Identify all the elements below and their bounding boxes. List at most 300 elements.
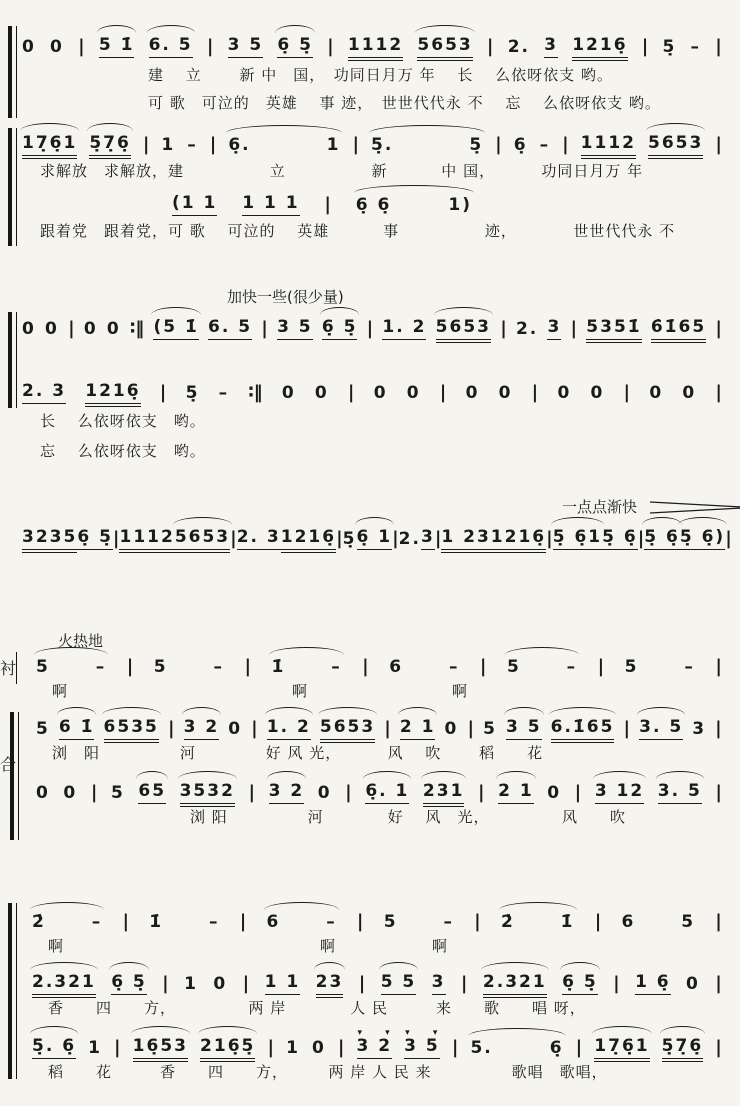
note-group [50, 36, 64, 58]
lyric-verse-1: 求解放 求解放，建 立 新 中 国， 功同日月万 年 [40, 162, 644, 180]
note-group [662, 36, 676, 58]
note-text: 3. 5 [658, 780, 702, 804]
melody-line [22, 132, 722, 156]
barline: | [477, 782, 485, 803]
note-group [356, 194, 472, 216]
note-group [22, 36, 36, 58]
note-text: 1 [161, 135, 176, 155]
note-text: 2.321 [32, 971, 96, 995]
note-text: 3 12 [595, 780, 644, 804]
note-text: 65 [138, 780, 166, 804]
slur-arc [131, 1026, 190, 1034]
barline: | [167, 718, 175, 739]
note-group [228, 718, 242, 740]
barline: | [715, 318, 722, 339]
note-group [312, 1037, 326, 1059]
note-text: 3 [692, 719, 707, 739]
second-voice-line [22, 192, 472, 216]
note-group [59, 716, 95, 740]
note-text: 0 [311, 1038, 326, 1058]
note-text: 3 2 [269, 780, 305, 804]
note-group [644, 526, 680, 550]
note-group [180, 780, 235, 804]
note-text: 5̣. 5̣ [371, 135, 484, 155]
slur-arc [637, 707, 685, 715]
note-text: 0 [45, 319, 59, 339]
barline: | [114, 1037, 121, 1058]
system-4 [22, 496, 732, 550]
slur-arc [109, 962, 149, 970]
he-lyric-2: 稻 花 香 四 方， 两 岸 人 民 来 歌唱 歌唱， [48, 1063, 608, 1081]
system-bracket [16, 652, 17, 684]
note-group [138, 780, 166, 804]
note-text: 5 [483, 719, 497, 739]
note-text: 1112 [119, 526, 174, 550]
barline: | [486, 36, 494, 57]
barline: | [637, 528, 645, 549]
note-text: 2. [515, 319, 539, 339]
barline: | [162, 973, 169, 994]
slur-arc [415, 25, 474, 33]
note-text: 3 [432, 971, 446, 995]
note-text: 5 1̇ [99, 34, 135, 58]
note-group [77, 526, 113, 550]
note-group [315, 382, 329, 404]
system-6 [22, 893, 722, 1083]
note-text: 16̣53 [133, 1035, 188, 1059]
note-group [22, 132, 77, 156]
note-group [421, 526, 435, 550]
note-group [436, 316, 491, 340]
note-group [99, 34, 135, 58]
note-group [343, 528, 357, 550]
note-text: 6̣ 5̣ [322, 316, 358, 340]
note-text: 6̣. 1 [365, 780, 409, 804]
barline: ∶‖ [129, 318, 145, 339]
note-text: (1 1 [172, 192, 217, 216]
note-text: 1. 2 [382, 316, 426, 340]
note-text: 1216̣ [85, 380, 140, 404]
note-group [562, 971, 598, 995]
note-text: 5 – [624, 657, 695, 677]
melody-line [22, 34, 722, 58]
lyric-verse-1: 建 立 新 中 国， 功同日月万 年 长 么依呀依支 哟。 [148, 66, 613, 84]
note-text: 6.1̇65 [551, 716, 615, 740]
note-group [89, 132, 131, 156]
barline: | [546, 528, 553, 549]
note-text: – [539, 135, 551, 155]
note-text: 5̣ 6̣ [644, 526, 680, 550]
barline: | [574, 782, 582, 803]
note-group [572, 34, 627, 58]
note-text: 0 [465, 383, 480, 403]
note-group [551, 716, 615, 740]
note-text: 5653 [648, 132, 703, 156]
slur-arc [30, 902, 104, 910]
note-group [547, 316, 561, 340]
barline: | [90, 782, 98, 803]
note-group [45, 318, 59, 340]
barline: | [251, 718, 258, 739]
barline: | [715, 718, 722, 739]
note-text: 0 [22, 37, 36, 57]
note-group [107, 318, 121, 340]
note-text: 1216̣ [491, 526, 546, 550]
note-group [547, 782, 561, 804]
note-text: 6̇1̇65 [651, 316, 706, 340]
note-text: 5̣. 6̣ [32, 1035, 76, 1059]
note-group [381, 971, 417, 995]
note-group [625, 656, 695, 678]
note-group [682, 382, 696, 404]
note-text: 5̣ 6̣ [602, 526, 638, 550]
note-text: 5 – [153, 657, 224, 677]
note-group [407, 382, 421, 404]
note-group [22, 526, 77, 550]
he-voice-1-line [22, 716, 722, 740]
slur-arc [178, 771, 237, 779]
note-group [692, 718, 706, 740]
note-group [265, 971, 301, 995]
note-group [237, 526, 281, 550]
slur-arc [656, 771, 704, 779]
note-group [389, 656, 459, 678]
note-group [514, 134, 528, 156]
note-group [382, 316, 426, 340]
note-text: 216̣5̣ [200, 1035, 255, 1059]
system-1 [22, 22, 722, 114]
note-text: 5̣7̣6̣ [662, 1035, 704, 1059]
barline: | [384, 718, 391, 739]
barline: | [142, 134, 150, 155]
slur-arc [560, 962, 600, 970]
barline: | [479, 656, 487, 677]
note-group [400, 716, 436, 740]
barline: | [575, 1037, 583, 1058]
note-text: 0 [106, 319, 121, 339]
note-group [466, 382, 480, 404]
barline: | [641, 36, 649, 57]
note-group [648, 132, 703, 156]
note-text: 5̣ [185, 383, 200, 403]
note-text: 5653 [320, 716, 375, 740]
note-text: 0 [498, 383, 513, 403]
note-group [557, 382, 571, 404]
slur-arc [267, 771, 307, 779]
note-group [506, 716, 542, 740]
lower-voice-line [22, 380, 722, 404]
note-group [635, 971, 671, 995]
barline: | [495, 134, 502, 155]
note-group [36, 782, 50, 804]
barline: | [434, 528, 442, 549]
slur-arc [549, 707, 617, 715]
note-text: 0 [317, 783, 332, 803]
note-group [432, 971, 446, 995]
tempo-marking: 加快一些(很少量) [227, 288, 344, 306]
note-text: 5653 [417, 34, 472, 58]
note-text: 3 [421, 526, 435, 550]
note-text: 2. 3 [237, 526, 281, 550]
system-bracket [8, 128, 17, 246]
note-group [590, 382, 604, 404]
barline: | [244, 656, 252, 677]
note-text: 2̇ – [32, 912, 103, 932]
note-text: 2̇ 1̇ [500, 912, 575, 932]
note-group [277, 316, 313, 340]
note-group [318, 782, 332, 804]
note-group [581, 132, 636, 156]
note-text: 1̇ – [149, 912, 220, 932]
barline: | [347, 382, 355, 403]
slur-arc [320, 307, 360, 315]
note-text: 0 [83, 319, 98, 339]
note-group [213, 973, 227, 995]
note-group [161, 134, 175, 156]
slur-arc [275, 25, 315, 33]
barline: | [623, 718, 631, 739]
note-text: 17̣6̣1 [594, 1035, 649, 1059]
note-group [149, 34, 193, 58]
note-text: (5 1̇ [153, 316, 198, 340]
note-group [36, 656, 106, 678]
note-group [88, 1037, 102, 1059]
note-text: 1 [88, 1038, 102, 1058]
system-bracket [8, 26, 17, 118]
note-group [149, 911, 219, 933]
slur-arc [30, 1026, 78, 1034]
note-group [316, 971, 344, 995]
barline: | [715, 1037, 722, 1058]
note-text: 1 [184, 974, 198, 994]
note-group [172, 192, 217, 216]
slur-arc [198, 1026, 257, 1034]
note-group [22, 318, 36, 340]
note-text: – [187, 135, 198, 155]
slur-arc [499, 902, 577, 910]
note-text: 3 5 [506, 716, 542, 740]
slur-arc [504, 707, 544, 715]
barline: | [159, 382, 167, 403]
barline: | [570, 318, 578, 339]
barline: | [112, 528, 120, 549]
note-group [175, 526, 230, 550]
slur-arc [592, 1026, 651, 1034]
note-group [22, 380, 66, 404]
note-text: 5 5 [381, 971, 417, 995]
note-text: 0 [406, 383, 421, 403]
note-group [441, 526, 490, 550]
note-text: 3 5 [404, 1035, 440, 1059]
note-group [266, 911, 336, 933]
barline: | [126, 656, 134, 677]
barline: | [500, 318, 507, 339]
note-group [586, 316, 641, 340]
note-group [491, 526, 546, 550]
note-group [154, 656, 224, 678]
note-text: 5. 6̣ [470, 1038, 564, 1058]
note-text: 0 [444, 719, 459, 739]
note-text: 1 6̣ [635, 971, 671, 995]
note-text: 2. [398, 529, 421, 549]
note-group [32, 1035, 76, 1059]
note-group [271, 656, 341, 678]
barline: | [358, 973, 366, 994]
slur-arc [314, 962, 346, 970]
lyric-verse-2: 可 歌 可泣的 英雄 事 迹， 世世代代永 不 忘 么依呀依支 哟。 [148, 94, 661, 112]
barline: | [366, 318, 374, 339]
slur-arc [147, 25, 195, 33]
note-text: 5351̇ [586, 316, 641, 340]
note-group [540, 134, 551, 156]
note-text: 0 [314, 383, 329, 403]
note-text: 5653 [175, 526, 230, 550]
note-group [111, 782, 125, 804]
note-group [483, 718, 497, 740]
note-group [595, 780, 644, 804]
barline: | [715, 656, 722, 677]
note-text: 3532 [180, 780, 235, 804]
note-text: 2 1 [498, 780, 534, 804]
note-group [384, 911, 454, 933]
note-group [228, 34, 264, 58]
voice-label: 衬 [0, 659, 17, 678]
slur-arc [102, 707, 161, 715]
note-text: 5653 [436, 316, 491, 340]
he-voice-2-line [22, 1028, 722, 1059]
note-group [153, 316, 198, 340]
barline: | [68, 318, 75, 339]
barline: | [209, 134, 217, 155]
note-group [508, 36, 530, 58]
barline: | [715, 36, 722, 57]
note-group [267, 716, 311, 740]
note-text: 5̣ 6̣1 [553, 526, 602, 550]
note-text: 3 2 [357, 1035, 393, 1059]
accent-marks: ▾ ▾ [357, 1028, 400, 1038]
note-text: 1112 [581, 132, 636, 156]
note-group [322, 316, 358, 340]
lyric-verse-1: 长 么依呀依支 哟。 [40, 412, 206, 430]
note-group [184, 973, 198, 995]
slur-arc [496, 771, 536, 779]
interlude-line [22, 526, 732, 550]
note-group [365, 780, 409, 804]
note-text: 5 [36, 719, 50, 739]
system-bracket [8, 903, 17, 1079]
slur-arc [363, 771, 411, 779]
note-text: 5 [110, 783, 125, 803]
note-text: 1 1 1 [242, 192, 299, 216]
note-text: 2. [507, 37, 530, 57]
barline: | [715, 134, 722, 155]
note-group [32, 971, 96, 995]
note-text: 6535 [104, 716, 159, 740]
note-group [357, 526, 393, 550]
note-text: 2.321 [483, 971, 547, 995]
note-text: 2 1 [400, 716, 436, 740]
note-text: 0 [228, 719, 243, 739]
note-group [501, 911, 575, 933]
barline: | [248, 782, 256, 803]
note-group [686, 973, 700, 995]
slur-arc [136, 771, 168, 779]
note-group [111, 971, 147, 995]
note-group [553, 526, 602, 550]
barline: | [242, 973, 250, 994]
note-text: 0 [590, 383, 605, 403]
note-group [499, 382, 513, 404]
barline: | [715, 973, 722, 994]
note-text: 1112 [348, 34, 403, 58]
barline: | [392, 528, 399, 549]
note-group [242, 192, 299, 216]
upper-voice-line [22, 316, 722, 340]
barline: | [531, 382, 539, 403]
note-text: 1̇ – [271, 657, 342, 677]
barline: | [352, 134, 360, 155]
note-text: 0 [213, 974, 228, 994]
slur-arc [20, 123, 79, 131]
he-voice-2-line [22, 780, 722, 804]
note-group [119, 526, 174, 550]
barline: | [623, 382, 631, 403]
note-group [423, 780, 465, 804]
note-group [32, 911, 102, 933]
note-text: 0 [649, 383, 664, 403]
note-group [356, 1028, 400, 1059]
note-group [269, 780, 305, 804]
note-text: 1216̣ [572, 34, 627, 58]
note-group [187, 134, 198, 156]
note-text: 0 [22, 319, 36, 339]
slur-arc [421, 771, 467, 779]
he-lyric-1: 香 四 方， 两 岸 人 民 来 歌 唱 呀， [48, 999, 586, 1017]
chen-lyric: 啊 啊 啊 [48, 937, 449, 955]
slur-arc [481, 962, 549, 970]
note-group [348, 34, 403, 58]
slur-arc [97, 25, 137, 33]
note-group [208, 316, 252, 340]
note-group [602, 526, 638, 550]
slur-arc [30, 962, 98, 970]
note-group [281, 526, 336, 550]
slur-arc [355, 517, 395, 525]
he-lyric-1: 浏 阳 河 好 风 光， 风 吹 稻 花 [52, 744, 544, 762]
note-text: 2. 3 [22, 380, 66, 404]
barline: | [267, 1037, 275, 1058]
note-group [282, 382, 296, 404]
slur-arc [173, 517, 232, 525]
note-group [85, 380, 140, 404]
he-voice-1-line [22, 971, 722, 995]
note-text: 0 [557, 383, 572, 403]
note-group [36, 718, 50, 740]
slur-arc [379, 962, 419, 970]
note-text: 1 [286, 1038, 300, 1058]
note-text: 17̣6̣1 [22, 132, 77, 156]
note-group [228, 134, 340, 156]
note-text: 1. 2 [267, 716, 311, 740]
note-group [483, 971, 547, 995]
note-text: 6̣ 5̣ [77, 526, 113, 550]
lyric-verse-2: 跟着党 跟着党，可 歌 可泣的 英雄 事 迹， 世世代代永 不 [40, 222, 676, 240]
note-text: 6̣ 1 [357, 526, 393, 550]
note-text: 0 [63, 783, 78, 803]
note-group [622, 911, 696, 933]
barline: | [562, 134, 569, 155]
note-group [286, 1037, 300, 1059]
